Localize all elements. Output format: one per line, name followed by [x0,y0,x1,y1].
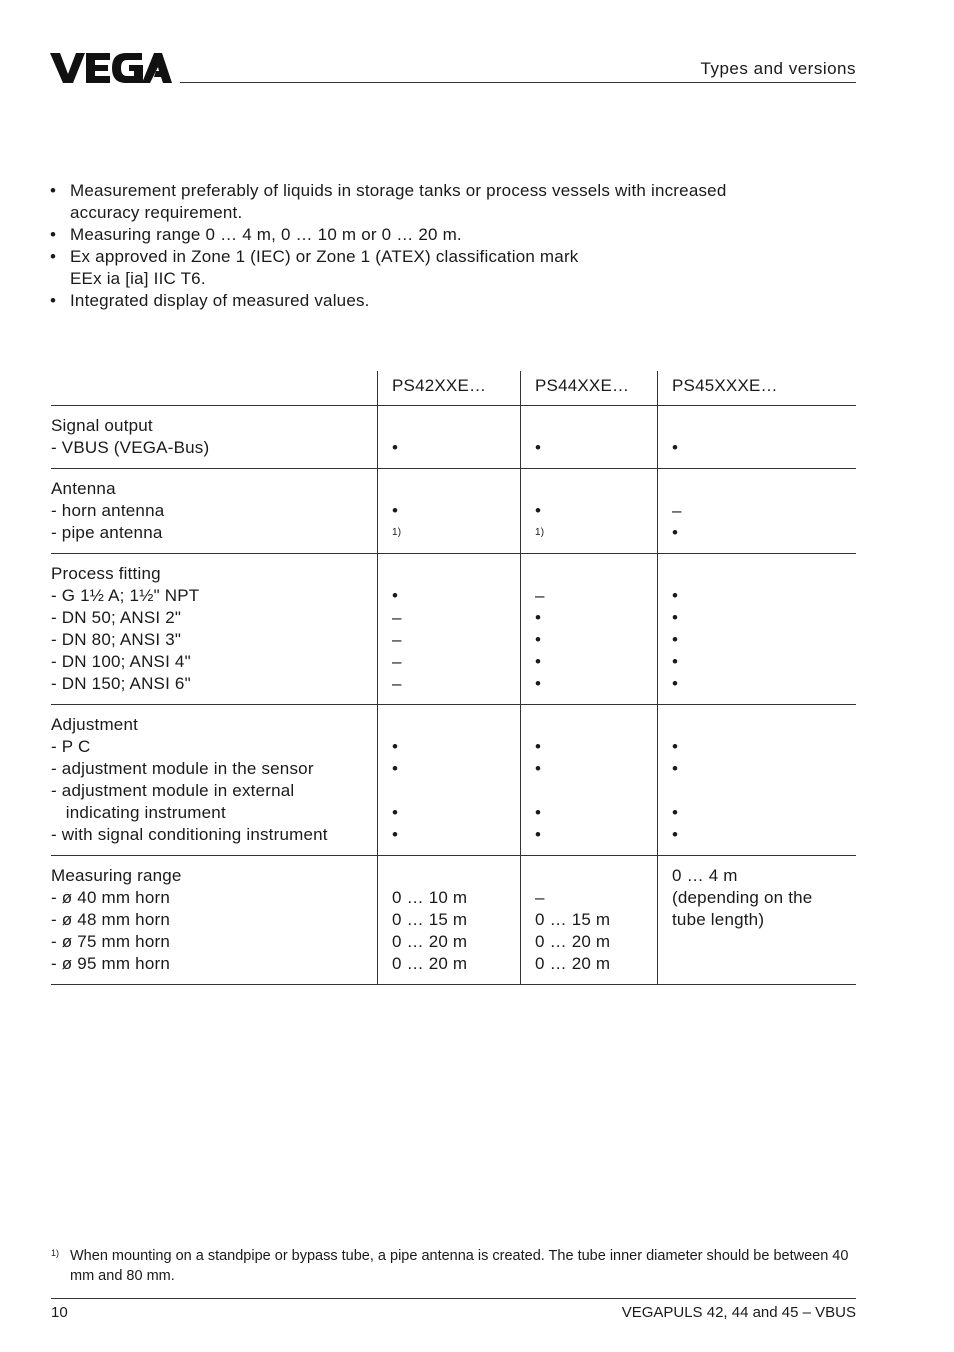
feature-item [50,246,820,290]
feature-item [50,290,820,312]
cell-value: • [672,523,679,542]
row-label [51,856,378,985]
row-label [51,705,378,856]
cell-value: 0 … 20 m [535,932,611,951]
cell-value [392,780,520,802]
cell-value: • [535,438,542,457]
cell-value: • [672,652,679,671]
label-heading: Adjustment [51,715,139,734]
table-row-signal-output [51,406,856,469]
feature-line: Integrated display of measured values. [70,291,370,310]
cell-ps45 [658,554,857,705]
cell-value: • [672,759,679,778]
label-item: - with signal conditioning instrument [51,825,328,844]
feature-line: Measuring range 0 … 4 m, 0 … 10 m or 0 … 20 m. [70,225,462,244]
cell-value [672,931,856,953]
cell-value: 0 … 4 m [672,866,738,885]
label-item: - pipe antenna [51,523,163,542]
feature-line: accuracy requirement. [70,203,243,222]
cell-value: • [672,737,679,756]
feature-line: Measurement preferably of liquids in storage tanks or process vessels with increased [70,181,727,200]
cell-value: 0 … 20 m [535,954,611,973]
cell-value: 0 … 20 m [392,932,468,951]
label-item: - DN 150; ANSI 6" [51,674,191,693]
cell-value [672,415,856,437]
cell-ps42 [378,705,521,856]
footnote-text: When mounting on a standpipe or bypass tube, a pipe antenna is created. The tube inner diameter should be between 40 mm and 80 mm. [70,1248,849,1284]
bullet-icon: • [50,181,57,200]
cell-value [392,478,520,500]
column-header-ps42: PS42XXE… [378,371,521,406]
cell-value [672,714,856,736]
cell-value: • [392,501,399,520]
feature-line: Ex approved in Zone 1 (IEC) or Zone 1 (ATEX) classification mark [70,247,579,266]
cell-value: • [535,630,542,649]
feature-item [50,224,820,246]
label-item: - VBUS (VEGA-Bus) [51,438,210,457]
cell-ps44 [521,554,658,705]
cell-value: • [535,674,542,693]
column-header-ps44: PS44XXE… [521,371,658,406]
label-heading: Signal output [51,416,153,435]
cell-value [535,415,657,437]
cell-value [535,714,657,736]
bullet-icon: • [50,225,57,244]
label-heading: Measuring range [51,866,182,885]
feature-list [50,180,820,312]
vega-logo [50,50,172,86]
cell-value: 0 … 20 m [392,954,468,973]
cell-ps44 [521,856,658,985]
cell-value [535,478,657,500]
document-title: VEGAPULS 42, 44 and 45 – VBUS [621,1304,856,1321]
cell-ps42 [378,554,521,705]
footnote-ref: 1) [535,527,545,538]
cell-value: – [392,652,402,671]
table-header-empty [51,371,378,406]
cell-value: – [672,501,682,520]
page-number: 10 [51,1304,68,1321]
cell-ps44 [521,469,658,554]
versions-table [51,371,856,985]
cell-value: • [535,608,542,627]
table-row-process-fitting [51,554,856,705]
bullet-icon: • [50,247,57,266]
cell-ps45 [658,705,857,856]
cell-value: • [535,825,542,844]
cell-value: – [392,608,402,627]
cell-value [672,478,856,500]
cell-ps42 [378,406,521,469]
cell-value: • [392,825,399,844]
footnote [51,1246,856,1286]
cell-value: • [535,759,542,778]
label-item: - P C [51,737,91,756]
header-rule [180,82,856,83]
cell-ps42 [378,469,521,554]
table-row-adjustment [51,705,856,856]
cell-value [535,780,657,802]
label-heading: Antenna [51,479,116,498]
row-label [51,469,378,554]
cell-value: • [672,438,679,457]
cell-value: – [392,630,402,649]
row-label [51,406,378,469]
cell-value [672,953,856,975]
cell-value: • [535,737,542,756]
cell-value [535,563,657,585]
cell-value: • [672,608,679,627]
cell-value: 0 … 15 m [392,910,468,929]
label-item: - horn antenna [51,501,165,520]
label-item: - ø 75 mm horn [51,932,170,951]
cell-value: (depending on the [672,888,813,907]
feature-item [50,180,820,224]
cell-value: • [672,586,679,605]
cell-value: • [535,501,542,520]
cell-value: • [392,586,399,605]
cell-value [672,780,856,802]
feature-line: EEx ia [ia] IIC T6. [70,269,206,288]
cell-value [535,865,657,887]
cell-ps45 [658,469,857,554]
label-item: - ø 48 mm horn [51,910,170,929]
label-item: - G 1½ A; 1½" NPT [51,586,200,605]
footer-rule [51,1298,856,1299]
cell-value: – [535,888,545,907]
label-item: - adjustment module in the sensor [51,759,314,778]
cell-value: • [672,674,679,693]
cell-value [392,563,520,585]
label-item: - ø 95 mm horn [51,954,170,973]
cell-ps45 [658,406,857,469]
cell-ps42 [378,856,521,985]
cell-value: 0 … 15 m [535,910,611,929]
row-label [51,554,378,705]
cell-value: tube length) [672,910,765,929]
cell-value: • [535,803,542,822]
header-title: Types and versions [700,59,856,78]
table-row-measuring-range [51,856,856,985]
table-header-row [51,371,856,406]
label-item: - DN 50; ANSI 2" [51,608,182,627]
label-heading: Process fitting [51,564,161,583]
cell-value: • [392,759,399,778]
cell-ps44 [521,705,658,856]
cell-value: • [672,803,679,822]
cell-ps44 [521,406,658,469]
cell-value: • [672,630,679,649]
footnote-ref: 1) [392,527,402,538]
cell-value: – [535,586,545,605]
cell-value [392,714,520,736]
cell-value [672,563,856,585]
cell-value: 0 … 10 m [392,888,468,907]
cell-value [392,865,520,887]
label-item: - DN 80; ANSI 3" [51,630,182,649]
column-header-ps45: PS45XXXE… [658,371,857,406]
label-item-continued: indicating instrument [51,803,226,822]
cell-value: • [535,652,542,671]
cell-value: • [672,825,679,844]
cell-value [392,415,520,437]
table-row-antenna [51,469,856,554]
bullet-icon: • [50,291,57,310]
cell-value: • [392,803,399,822]
cell-value: – [392,674,402,693]
label-item: - DN 100; ANSI 4" [51,652,191,671]
cell-ps45 [658,856,857,985]
label-item: - adjustment module in external [51,781,295,800]
cell-value: • [392,737,399,756]
cell-value: • [392,438,399,457]
label-item: - ø 40 mm horn [51,888,170,907]
footnote-mark: 1) [51,1248,60,1258]
